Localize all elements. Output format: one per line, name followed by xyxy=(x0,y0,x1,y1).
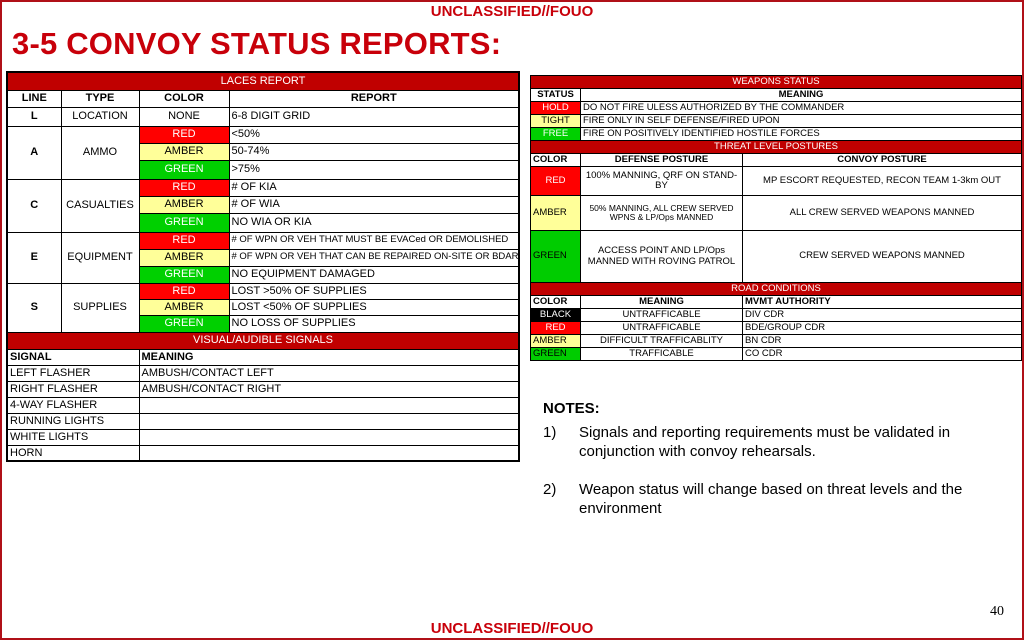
status-hold: HOLD xyxy=(531,102,581,115)
signal-meaning-cell xyxy=(139,429,519,445)
col-meaning: MEANING xyxy=(581,89,1022,102)
signal-meaning-cell: AMBUSH/CONTACT LEFT xyxy=(139,365,519,381)
col-line: LINE xyxy=(7,90,61,107)
line-a: A xyxy=(7,126,61,179)
weapons-meaning-cell: FIRE ONLY IN SELF DEFENSE/FIRED UPON xyxy=(581,115,1022,128)
road-meaning-cell: UNTRAFFICABLE xyxy=(581,309,743,322)
col-convoy-posture: CONVOY POSTURE xyxy=(743,154,1022,167)
col-color: COLOR xyxy=(531,296,581,309)
signal-meaning-cell xyxy=(139,413,519,429)
col-mvmt-authority: MVMT AUTHORITY xyxy=(743,296,1022,309)
col-defense-posture: DEFENSE POSTURE xyxy=(581,154,743,167)
road-authority-cell: BDE/GROUP CDR xyxy=(743,322,1022,335)
note-number: 1) xyxy=(543,424,557,441)
status-free: FREE xyxy=(531,128,581,141)
note-item xyxy=(543,480,1013,518)
laces-report-table xyxy=(6,71,520,462)
notes-title: NOTES: xyxy=(543,400,600,417)
report-cell: NO WIA OR KIA xyxy=(229,213,519,232)
type-location: LOCATION xyxy=(61,107,139,126)
color-red: RED xyxy=(139,232,229,249)
signal-meaning-cell: AMBUSH/CONTACT RIGHT xyxy=(139,381,519,397)
line-e: E xyxy=(7,232,61,283)
threat-header: THREAT LEVEL POSTURES xyxy=(531,141,1022,154)
signal-cell: RIGHT FLASHER xyxy=(7,381,139,397)
convoy-posture-cell: ALL CREW SERVED WEAPONS MANNED xyxy=(743,196,1022,231)
note-item xyxy=(543,423,1013,461)
signal-cell: RUNNING LIGHTS xyxy=(7,413,139,429)
col-report: REPORT xyxy=(229,90,519,107)
line-s: S xyxy=(7,283,61,332)
signal-meaning-cell xyxy=(139,397,519,413)
weapons-status-table xyxy=(530,75,1022,361)
signal-meaning-cell xyxy=(139,445,519,461)
road-meaning-cell: DIFFICULT TRAFFICABLITY xyxy=(581,335,743,348)
signal-cell: 4-WAY FLASHER xyxy=(7,397,139,413)
color-amber: AMBER xyxy=(139,299,229,315)
report-cell: # OF KIA xyxy=(229,179,519,196)
report-cell: >75% xyxy=(229,160,519,179)
threat-amber: AMBER xyxy=(531,196,581,231)
color-red: RED xyxy=(139,126,229,143)
report-cell: <50% xyxy=(229,126,519,143)
laces-header: LACES REPORT xyxy=(7,72,519,90)
color-red: RED xyxy=(139,283,229,299)
classification-banner-top: UNCLASSIFIED//FOUO xyxy=(430,3,594,20)
convoy-posture-cell: MP ESCORT REQUESTED, RECON TEAM 1-3km OUT xyxy=(743,167,1022,196)
col-color: COLOR xyxy=(139,90,229,107)
report-cell: # OF WPN OR VEH THAT MUST BE EVACed OR DEMOLISHED xyxy=(229,232,519,249)
color-amber: AMBER xyxy=(139,249,229,266)
col-status: STATUS xyxy=(531,89,581,102)
classification-banner-bottom: UNCLASSIFIED//FOUO xyxy=(430,620,594,637)
report-cell: LOST >50% OF SUPPLIES xyxy=(229,283,519,299)
road-red: RED xyxy=(531,322,581,335)
note-number: 2) xyxy=(543,481,557,498)
signal-cell: HORN xyxy=(7,445,139,461)
line-c: C xyxy=(7,179,61,232)
color-green: GREEN xyxy=(139,160,229,179)
report-cell: # OF WIA xyxy=(229,196,519,213)
color-amber: AMBER xyxy=(139,196,229,213)
notes-section xyxy=(543,400,1013,537)
color-amber: AMBER xyxy=(139,143,229,160)
color-green: GREEN xyxy=(139,213,229,232)
col-type: TYPE xyxy=(61,90,139,107)
status-tight: TIGHT xyxy=(531,115,581,128)
weapons-header: WEAPONS STATUS xyxy=(531,76,1022,89)
col-meaning: MEANING xyxy=(581,296,743,309)
road-amber: AMBER xyxy=(531,335,581,348)
road-black: BLACK xyxy=(531,309,581,322)
road-green: GREEN xyxy=(531,348,581,361)
report-cell: NO EQUIPMENT DAMAGED xyxy=(229,266,519,283)
col-color: COLOR xyxy=(531,154,581,167)
road-authority-cell: DIV CDR xyxy=(743,309,1022,322)
defense-posture-cell: 100% MANNING, QRF ON STAND-BY xyxy=(581,167,743,196)
type-casualties: CASUALTIES xyxy=(61,179,139,232)
col-signal: SIGNAL xyxy=(7,349,139,365)
page-number: 40 xyxy=(990,604,1004,619)
col-meaning: MEANING xyxy=(139,349,519,365)
road-header: ROAD CONDITIONS xyxy=(531,283,1022,296)
page-title: 3-5 CONVOY STATUS REPORTS: xyxy=(12,26,502,61)
signal-cell: WHITE LIGHTS xyxy=(7,429,139,445)
signal-cell: LEFT FLASHER xyxy=(7,365,139,381)
type-equipment: EQUIPMENT xyxy=(61,232,139,283)
color-none: NONE xyxy=(139,107,229,126)
color-green: GREEN xyxy=(139,266,229,283)
threat-red: RED xyxy=(531,167,581,196)
defense-posture-cell: ACCESS POINT AND LP/Ops MANNED WITH ROVING PATROL xyxy=(581,231,743,283)
road-meaning-cell: UNTRAFFICABLE xyxy=(581,322,743,335)
defense-posture-cell: 50% MANNING, ALL CREW SERVED WPNS & LP/Ops MANNED xyxy=(581,196,743,231)
report-cell: 50-74% xyxy=(229,143,519,160)
note-text: Weapon status will change based on threat levels and the environment xyxy=(579,481,963,517)
road-authority-cell: CO CDR xyxy=(743,348,1022,361)
convoy-posture-cell: CREW SERVED WEAPONS MANNED xyxy=(743,231,1022,283)
road-authority-cell: BN CDR xyxy=(743,335,1022,348)
type-supplies: SUPPLIES xyxy=(61,283,139,332)
road-meaning-cell: TRAFFICABLE xyxy=(581,348,743,361)
report-cell: 6-8 DIGIT GRID xyxy=(229,107,519,126)
signals-header: VISUAL/AUDIBLE SIGNALS xyxy=(7,332,519,349)
report-cell: LOST <50% OF SUPPLIES xyxy=(229,299,519,315)
threat-green: GREEN xyxy=(531,231,581,283)
report-cell: # OF WPN OR VEH THAT CAN BE REPAIRED ON-SITE OR BDAR xyxy=(229,249,519,266)
weapons-meaning-cell: FIRE ON POSITIVELY IDENTIFIED HOSTILE FORCES xyxy=(581,128,1022,141)
type-ammo: AMMO xyxy=(61,126,139,179)
report-cell: NO LOSS OF SUPPLIES xyxy=(229,315,519,332)
color-red: RED xyxy=(139,179,229,196)
color-green: GREEN xyxy=(139,315,229,332)
weapons-meaning-cell: DO NOT FIRE ULESS AUTHORIZED BY THE COMMANDER xyxy=(581,102,1022,115)
note-text: Signals and reporting requirements must be validated in conjunction with convoy rehearsals. xyxy=(579,424,951,460)
line-l: L xyxy=(7,107,61,126)
